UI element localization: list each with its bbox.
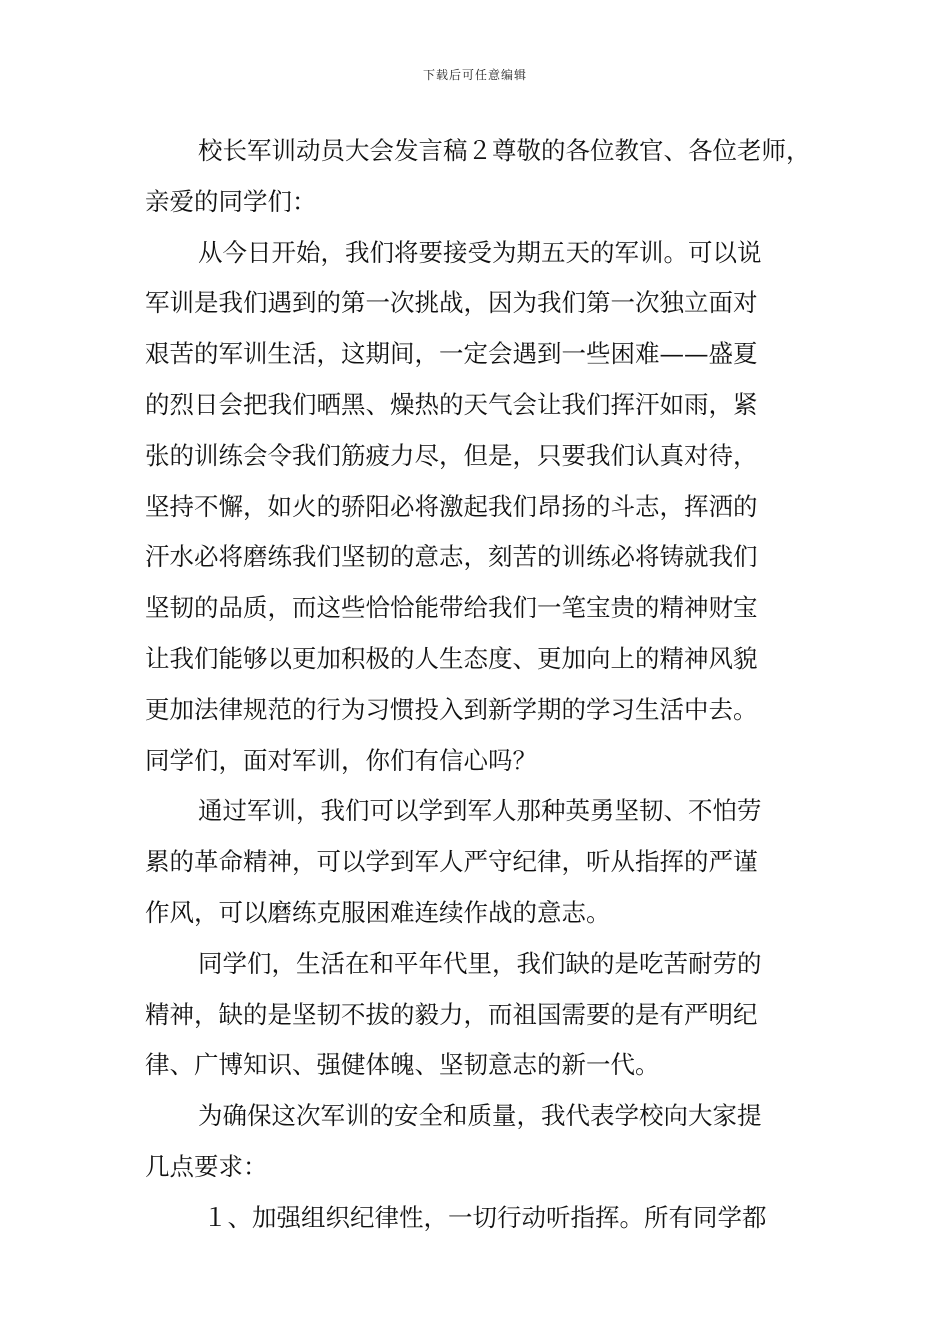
paragraph-line: 更加法律规范的行为习惯投入到新学期的学习生活中去。 [145,694,758,724]
paragraph-line: 几点要求： [145,1151,268,1181]
paragraph-line: 从今日开始，我们将要接受为期五天的军训。可以说 [198,237,762,267]
paragraph-line: 同学们，面对军训，你们有信心吗？ [145,745,537,775]
paragraph-line: 精神，缺的是坚韧不拔的毅力，而祖国需要的是有严明纪 [145,999,758,1029]
paragraph-line: 让我们能够以更加积极的人生态度、更加向上的精神风貌 [145,643,758,673]
paragraph-line: 作风，可以磨练克服困难连续作战的意志。 [145,897,611,927]
paragraph-line: 亲爱的同学们： [145,186,317,216]
paragraph-line: 坚韧的品质，而这些恰恰能带给我们一笔宝贵的精神财宝 [145,593,758,623]
paragraph-line: 汗水必将磨练我们坚韧的意志，刻苦的训练必将铸就我们 [145,542,758,572]
paragraph-line: 坚持不懈，如火的骄阳必将激起我们昂扬的斗志，挥洒的 [145,491,758,521]
paragraph-line: 为确保这次军训的安全和质量，我代表学校向大家提 [198,1101,762,1131]
paragraph-line: 军训是我们遇到的第一次挑战，因为我们第一次独立面对 [145,288,758,318]
paragraph-line: 的烈日会把我们晒黑、燥热的天气会让我们挥汗如雨，紧 [145,389,758,419]
paragraph-line: 律、广博知识、强健体魄、坚韧意志的新一代。 [145,1050,660,1080]
list-item-line: １、加强组织纪律性，一切行动听指挥。所有同学都 [203,1202,767,1232]
document-body [145,126,815,1244]
paragraph-line: 同学们，生活在和平年代里，我们缺的是吃苦耐劳的 [198,948,762,978]
page-header: 下载后可任意编辑 [422,68,527,82]
paragraph-line: 张的训练会令我们筋疲力尽，但是，只要我们认真对待， [145,440,758,470]
paragraph-line: 累的革命精神，可以学到军人严守纪律，听从指挥的严谨 [145,847,758,877]
paragraph-line: 校长军训动员大会发言稿２尊敬的各位教官、各位老师， [198,136,811,165]
paragraph-line: 通过军训，我们可以学到军人那种英勇坚韧、不怕劳 [198,796,762,826]
paragraph-line: 艰苦的军训生活，这期间，一定会遇到一些困难——盛夏 [145,339,758,369]
